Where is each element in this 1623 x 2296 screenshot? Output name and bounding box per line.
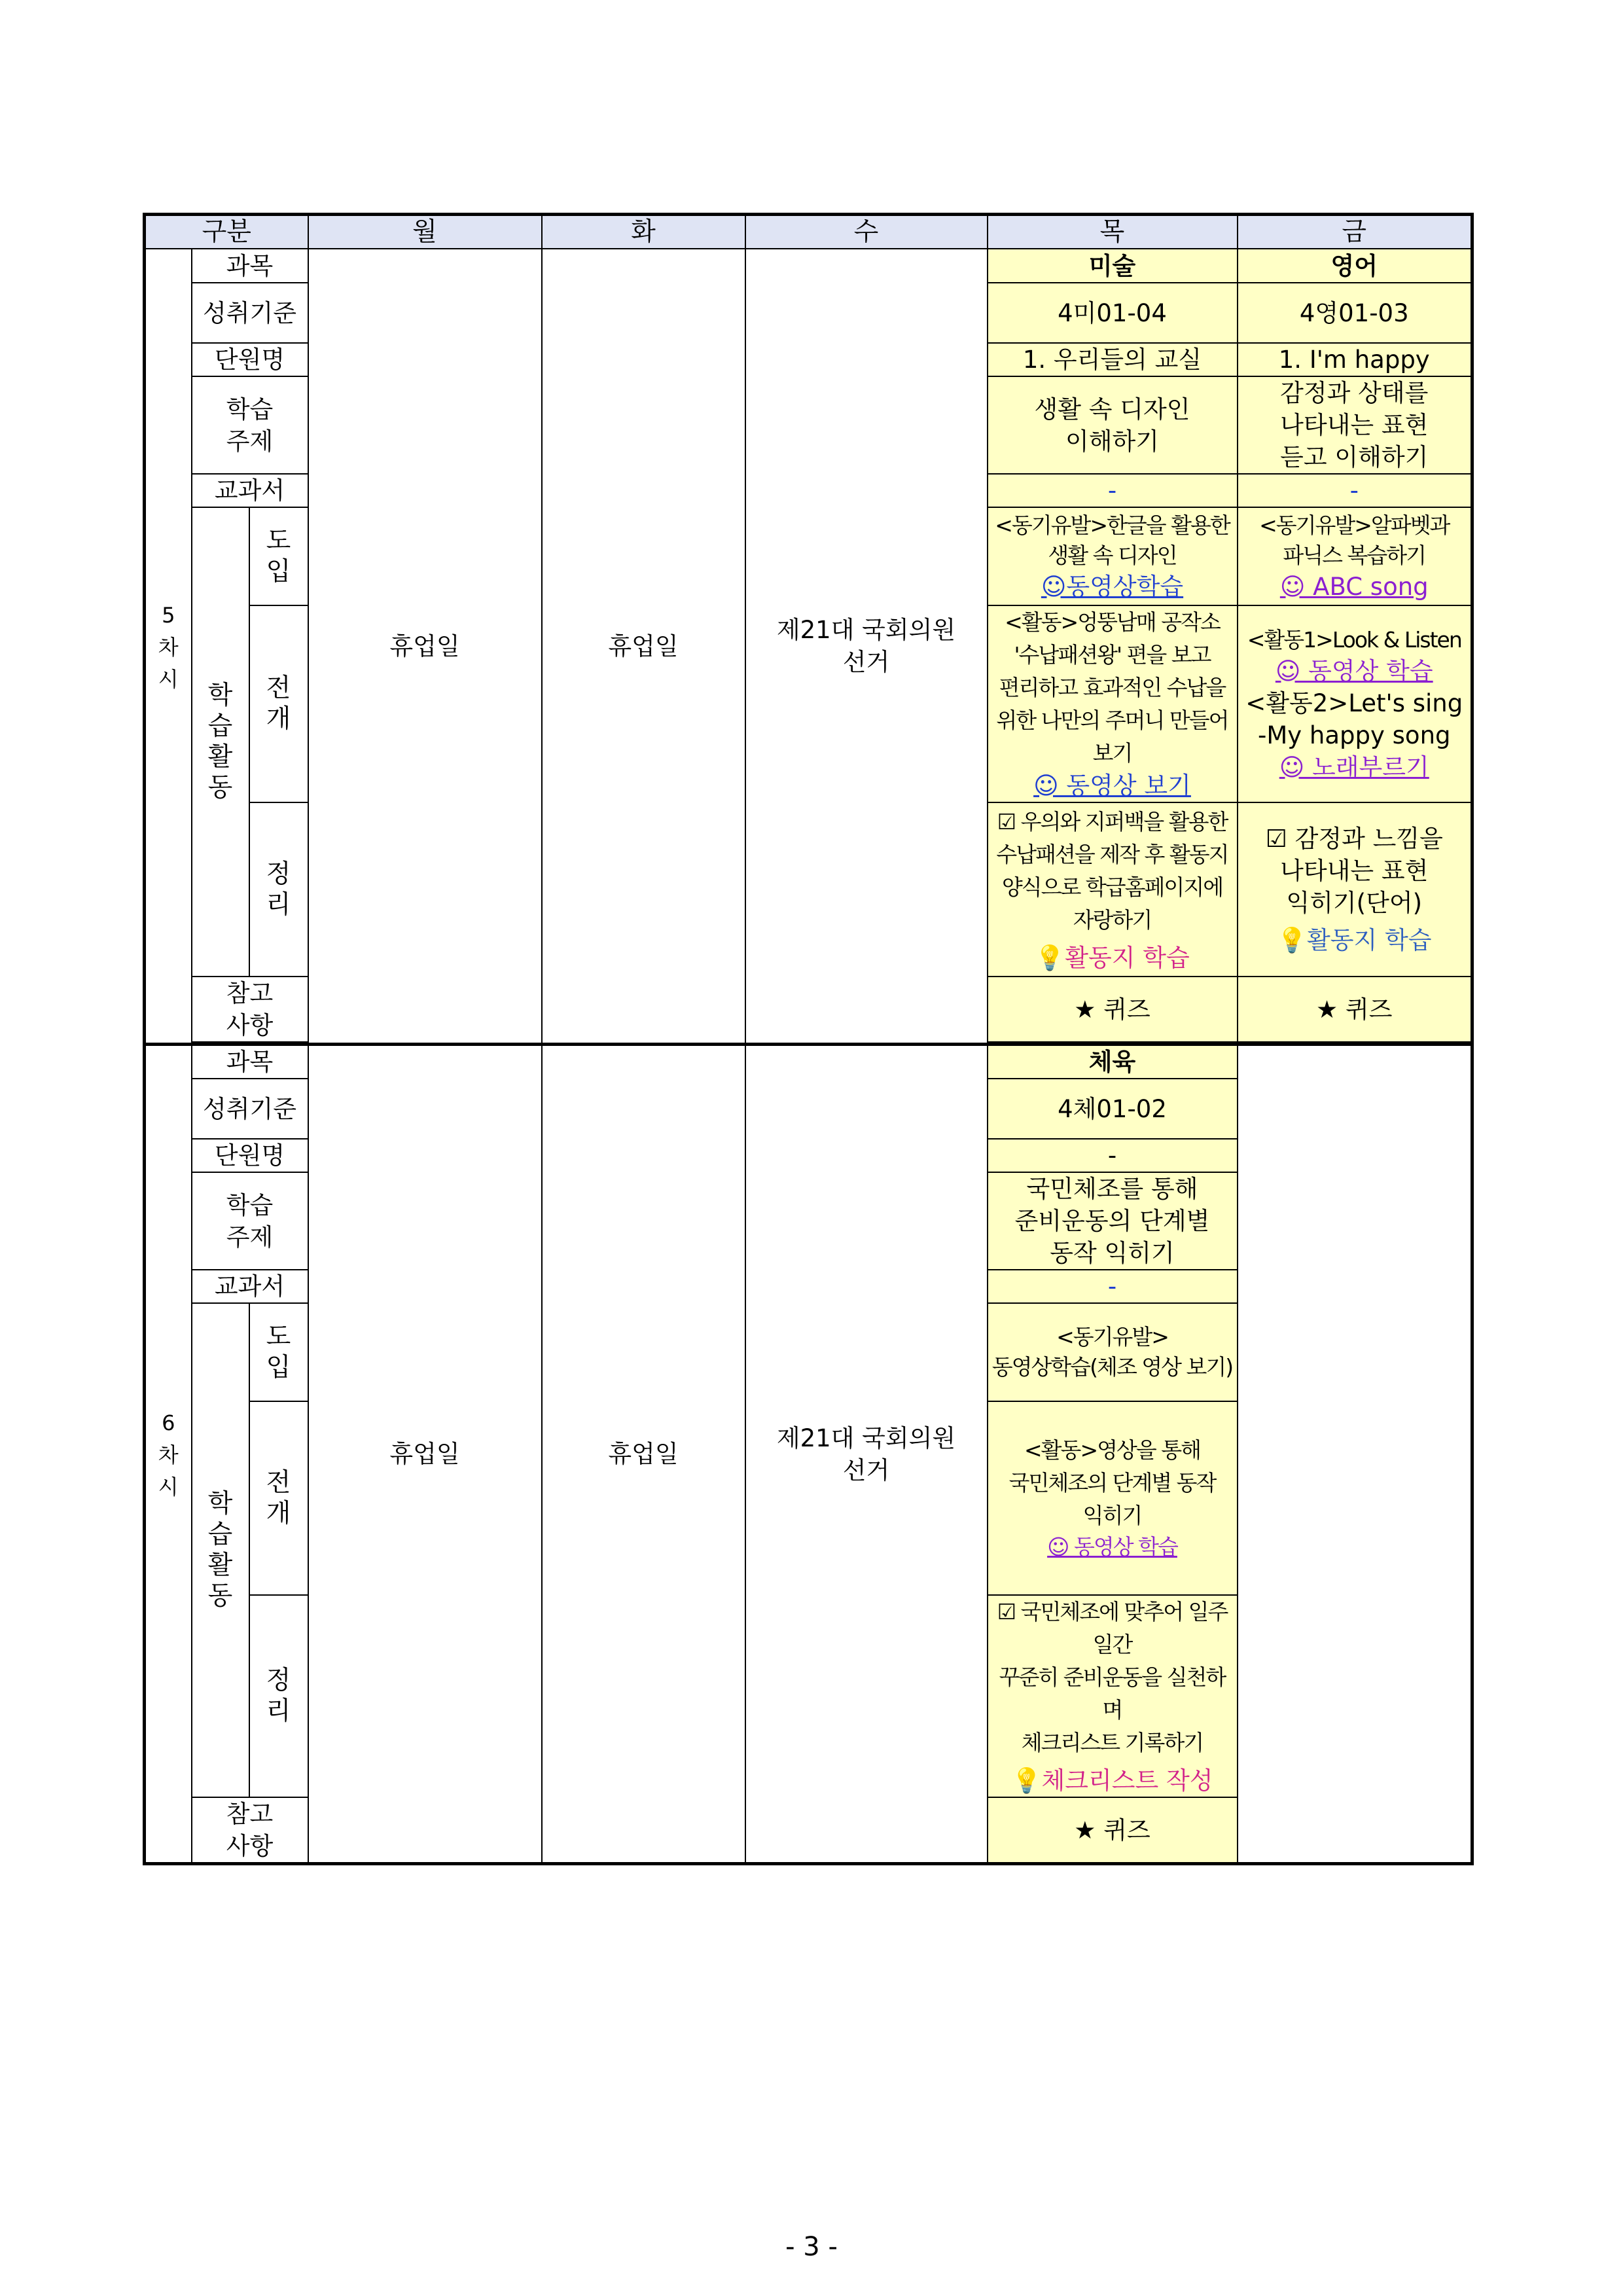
p5-fri-subject: 영어 <box>1238 249 1472 283</box>
page-number: - 3 - <box>785 2232 838 2262</box>
p5-thu-wrap <box>988 802 1238 977</box>
p6-thu-develop-link[interactable]: ☺ 동영상 학습 <box>1047 1534 1177 1560</box>
p5-thu-wrap-text: ☑ 우의와 지퍼백을 활용한 수납패션을 제작 후 활동지 양식으로 학급홈페이지에 자랑하기 <box>996 808 1228 933</box>
p5-notes-label: 참고 사항 <box>192 977 308 1042</box>
p5-fri-topic: 감정과 상태를 나타내는 표현 듣고 이해하기 <box>1238 376 1472 474</box>
p5-fri-intro <box>1238 507 1472 605</box>
p5-mon: 휴업일 <box>308 249 542 1045</box>
p6-activity-label: 학습활동 <box>192 1303 249 1797</box>
p6-thu-notes: ★ 퀴즈 <box>988 1797 1238 1864</box>
p5-thu-subject: 미술 <box>988 249 1238 283</box>
p5-thu-unit: 1. 우리들의 교실 <box>988 343 1238 376</box>
p6-thu-topic: 국민체조를 통해 준비운동의 단계별 동작 익히기 <box>988 1172 1238 1270</box>
p5-fri-develop-text2: <활동2>Let's sing -My happy song <box>1245 689 1463 749</box>
p6-thu-standard: 4체01-02 <box>988 1079 1238 1139</box>
p6-thu-textbook: - <box>988 1270 1238 1303</box>
p6-thu-develop-text: <활동>영상을 통해 국민체조의 단계별 동작 익히기 <box>1008 1437 1216 1528</box>
p6-thu-wrap-text: ☑ 국민체조에 맞추어 일주일간 꾸준히 준비운동을 실천하며 체크리스트 기록하기 <box>997 1599 1228 1755</box>
header-tue: 화 <box>542 215 745 249</box>
p5-tue: 휴업일 <box>542 249 745 1045</box>
p6-thu-wrap-link[interactable]: 💡체크리스트 작성 <box>1011 1767 1213 1795</box>
p6-thu-intro <box>988 1303 1238 1401</box>
p6-subject-label: 과목 <box>192 1045 308 1079</box>
header-category: 구분 <box>145 215 308 249</box>
p5-thu-develop <box>988 605 1238 802</box>
p5-topic-label: 학습 주제 <box>192 376 308 474</box>
p5-thu-develop-text: <활동>엉뚱남매 공작소 '수납패션왕' 편을 보고 편리하고 효과적인 수납을 위한 나만의 주머니 만들어 보기 <box>996 609 1228 766</box>
p5-thu-standard: 4미01-04 <box>988 283 1238 343</box>
p5-standard-label: 성취기준 <box>192 283 308 343</box>
p5-activity-label: 학습활동 <box>192 507 249 977</box>
header-mon: 월 <box>308 215 542 249</box>
p6-tue: 휴업일 <box>542 1045 745 1864</box>
p5-thu-textbook: - <box>988 474 1238 507</box>
p6-fri-empty <box>1238 1045 1472 1864</box>
p5-thu-develop-link[interactable]: ☺ 동영상 보기 <box>1033 772 1191 800</box>
p5-subject-row <box>145 249 1472 283</box>
p5-unit-label: 단원명 <box>192 343 308 376</box>
p5-thu-intro <box>988 507 1238 605</box>
p6-intro-label: 도입 <box>249 1303 308 1401</box>
p5-develop-label: 전개 <box>249 605 308 802</box>
p6-textbook-label: 교과서 <box>192 1270 308 1303</box>
p5-fri-textbook: - <box>1238 474 1472 507</box>
p5-fri-intro-text: <동기유발>알파벳과 파닉스 복습하기 <box>1259 512 1450 568</box>
p5-thu-intro-text: <동기유발>한글을 활용한 생활 속 디자인 <box>995 512 1230 568</box>
p5-thu-intro-link[interactable]: ☺동영상학습 <box>1041 572 1184 601</box>
p6-unit-label: 단원명 <box>192 1139 308 1172</box>
header-fri: 금 <box>1238 215 1472 249</box>
p5-thu-wrap-link[interactable]: 💡활동지 학습 <box>1035 943 1190 972</box>
p5-fri-standard: 4영01-03 <box>1238 283 1472 343</box>
p5-intro-label: 도입 <box>249 507 308 605</box>
p6-develop-label: 전개 <box>249 1401 308 1595</box>
p5-fri-wrap <box>1238 802 1472 977</box>
p5-fri-intro-link[interactable]: ☺ ABC song <box>1279 572 1429 601</box>
p5-fri-develop <box>1238 605 1472 802</box>
p5-fri-notes: ★ 퀴즈 <box>1238 977 1472 1042</box>
p5-fri-unit: 1. I'm happy <box>1238 343 1472 376</box>
p6-thu-subject: 체육 <box>988 1045 1238 1079</box>
header-wed: 수 <box>745 215 988 249</box>
p6-thu-intro-text: <동기유발> 동영상학습(체조 영상 보기) <box>991 1324 1233 1380</box>
p5-thu-notes: ★ 퀴즈 <box>988 977 1238 1042</box>
p5-fri-wrap-link[interactable]: 💡활동지 학습 <box>1276 926 1432 954</box>
p6-thu-wrap <box>988 1595 1238 1797</box>
header-row <box>145 215 1472 249</box>
p6-thu-develop <box>988 1401 1238 1595</box>
p6-topic-label: 학습 주제 <box>192 1172 308 1270</box>
p5-fri-develop-link1[interactable]: ☺ 동영상 학습 <box>1275 656 1433 685</box>
p5-period-label: 5 차시 <box>145 249 192 1045</box>
header-thu: 목 <box>988 215 1238 249</box>
p5-fri-wrap-text: ☑ 감정과 느낌을 나타내는 표현 익히기(단어) <box>1265 825 1443 917</box>
p6-wed: 제21대 국회의원 선거 <box>745 1045 988 1864</box>
p6-mon: 휴업일 <box>308 1045 542 1864</box>
p5-thu-topic: 생활 속 디자인 이해하기 <box>988 376 1238 474</box>
p6-thu-unit: - <box>988 1139 1238 1172</box>
p6-subject-row <box>145 1045 1472 1079</box>
p5-wrap-label: 정리 <box>249 802 308 977</box>
p5-textbook-label: 교과서 <box>192 474 308 507</box>
p6-standard-label: 성취기준 <box>192 1079 308 1139</box>
p6-period-label: 6 차시 <box>145 1045 192 1864</box>
p6-wrap-label: 정리 <box>249 1595 308 1797</box>
p6-notes-label: 참고 사항 <box>192 1797 308 1864</box>
p5-wed: 제21대 국회의원 선거 <box>745 249 988 1045</box>
p5-fri-develop-text1: <활동1>Look & Listen <box>1247 626 1461 653</box>
weekly-schedule-table <box>143 213 1474 1865</box>
p5-fri-develop-link2[interactable]: ☺ 노래부르기 <box>1279 753 1429 781</box>
p5-subject-label: 과목 <box>192 249 308 283</box>
